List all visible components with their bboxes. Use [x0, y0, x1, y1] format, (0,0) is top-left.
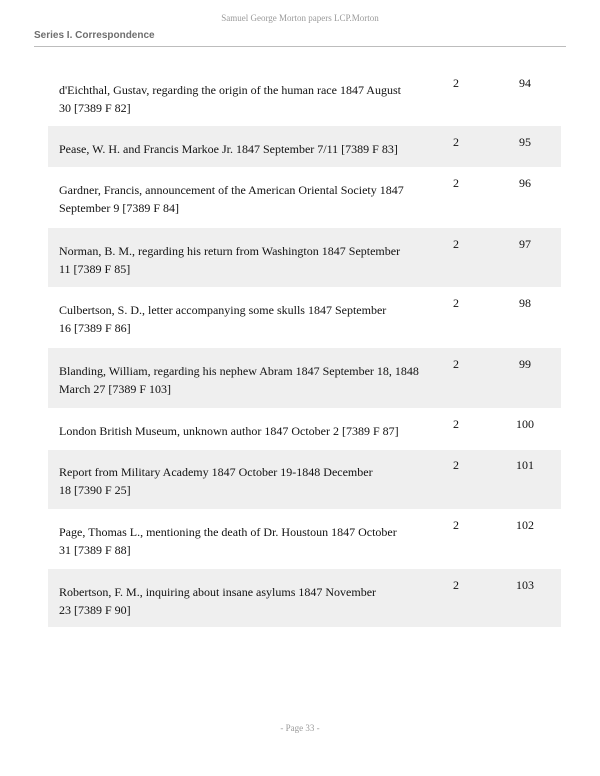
list-item	[48, 569, 561, 627]
item-description: Culbertson, S. D., letter accompanying some skulls 1847 September 16 [7389 F 86]	[59, 303, 387, 335]
folder-number: 98	[519, 296, 531, 310]
folder-number: 99	[519, 357, 531, 371]
box-number: 2	[453, 135, 459, 149]
box-number: 2	[453, 357, 459, 371]
header-divider	[34, 46, 566, 47]
list-item	[48, 408, 561, 450]
list-item	[48, 450, 561, 509]
series-title: Series I. Correspondence	[34, 30, 155, 41]
item-description: Gardner, Francis, announcement of the American Oriental Society 1847 September 9 [7389 F 84]	[59, 183, 404, 215]
folder-number: 95	[519, 135, 531, 149]
folder-number: 101	[516, 458, 534, 472]
page-number: - Page 33 -	[280, 723, 320, 733]
folder-number: 94	[519, 76, 531, 90]
running-header: Samuel George Morton papers LCP.Morton	[221, 13, 379, 23]
item-description: Page, Thomas L., mentioning the death of Dr. Houstoun 1847 October 31 [7389 F 88]	[59, 525, 397, 557]
folder-number: 97	[519, 237, 531, 251]
folder-number: 103	[516, 578, 534, 592]
box-number: 2	[453, 237, 459, 251]
item-description: London British Museum, unknown author 1847 October 2 [7389 F 87]	[59, 424, 399, 438]
item-description: Norman, B. M., regarding his return from Washington 1847 September 11 [7389 F 85]	[59, 244, 401, 276]
folder-number: 96	[519, 176, 531, 190]
box-number: 2	[453, 176, 459, 190]
box-number: 2	[453, 578, 459, 592]
box-number: 2	[453, 76, 459, 90]
list-item	[48, 509, 561, 569]
item-description: Robertson, F. M., inquiring about insane asylums 1847 November 23 [7389 F 90]	[59, 585, 377, 617]
list-item	[48, 348, 561, 408]
folder-number: 102	[516, 518, 534, 532]
folder-number: 100	[516, 417, 534, 431]
box-number: 2	[453, 417, 459, 431]
item-description: d'Eichthal, Gustav, regarding the origin of the human race 1847 August 30 [7389 F 82]	[59, 83, 401, 115]
box-number: 2	[453, 296, 459, 310]
list-item	[48, 64, 561, 126]
item-description: Blanding, William, regarding his nephew Abram 1847 September 18, 1848 March 27 [7389 F 103]	[59, 364, 419, 396]
list-item	[48, 287, 561, 348]
list-item	[48, 228, 561, 287]
list-item	[48, 126, 561, 167]
container-list	[48, 64, 561, 627]
item-description: Report from Military Academy 1847 October 19-1848 December 18 [7390 F 25]	[59, 465, 373, 497]
list-item	[48, 167, 561, 228]
box-number: 2	[453, 518, 459, 532]
box-number: 2	[453, 458, 459, 472]
item-description: Pease, W. H. and Francis Markoe Jr. 1847 September 7/11 [7389 F 83]	[59, 142, 398, 156]
